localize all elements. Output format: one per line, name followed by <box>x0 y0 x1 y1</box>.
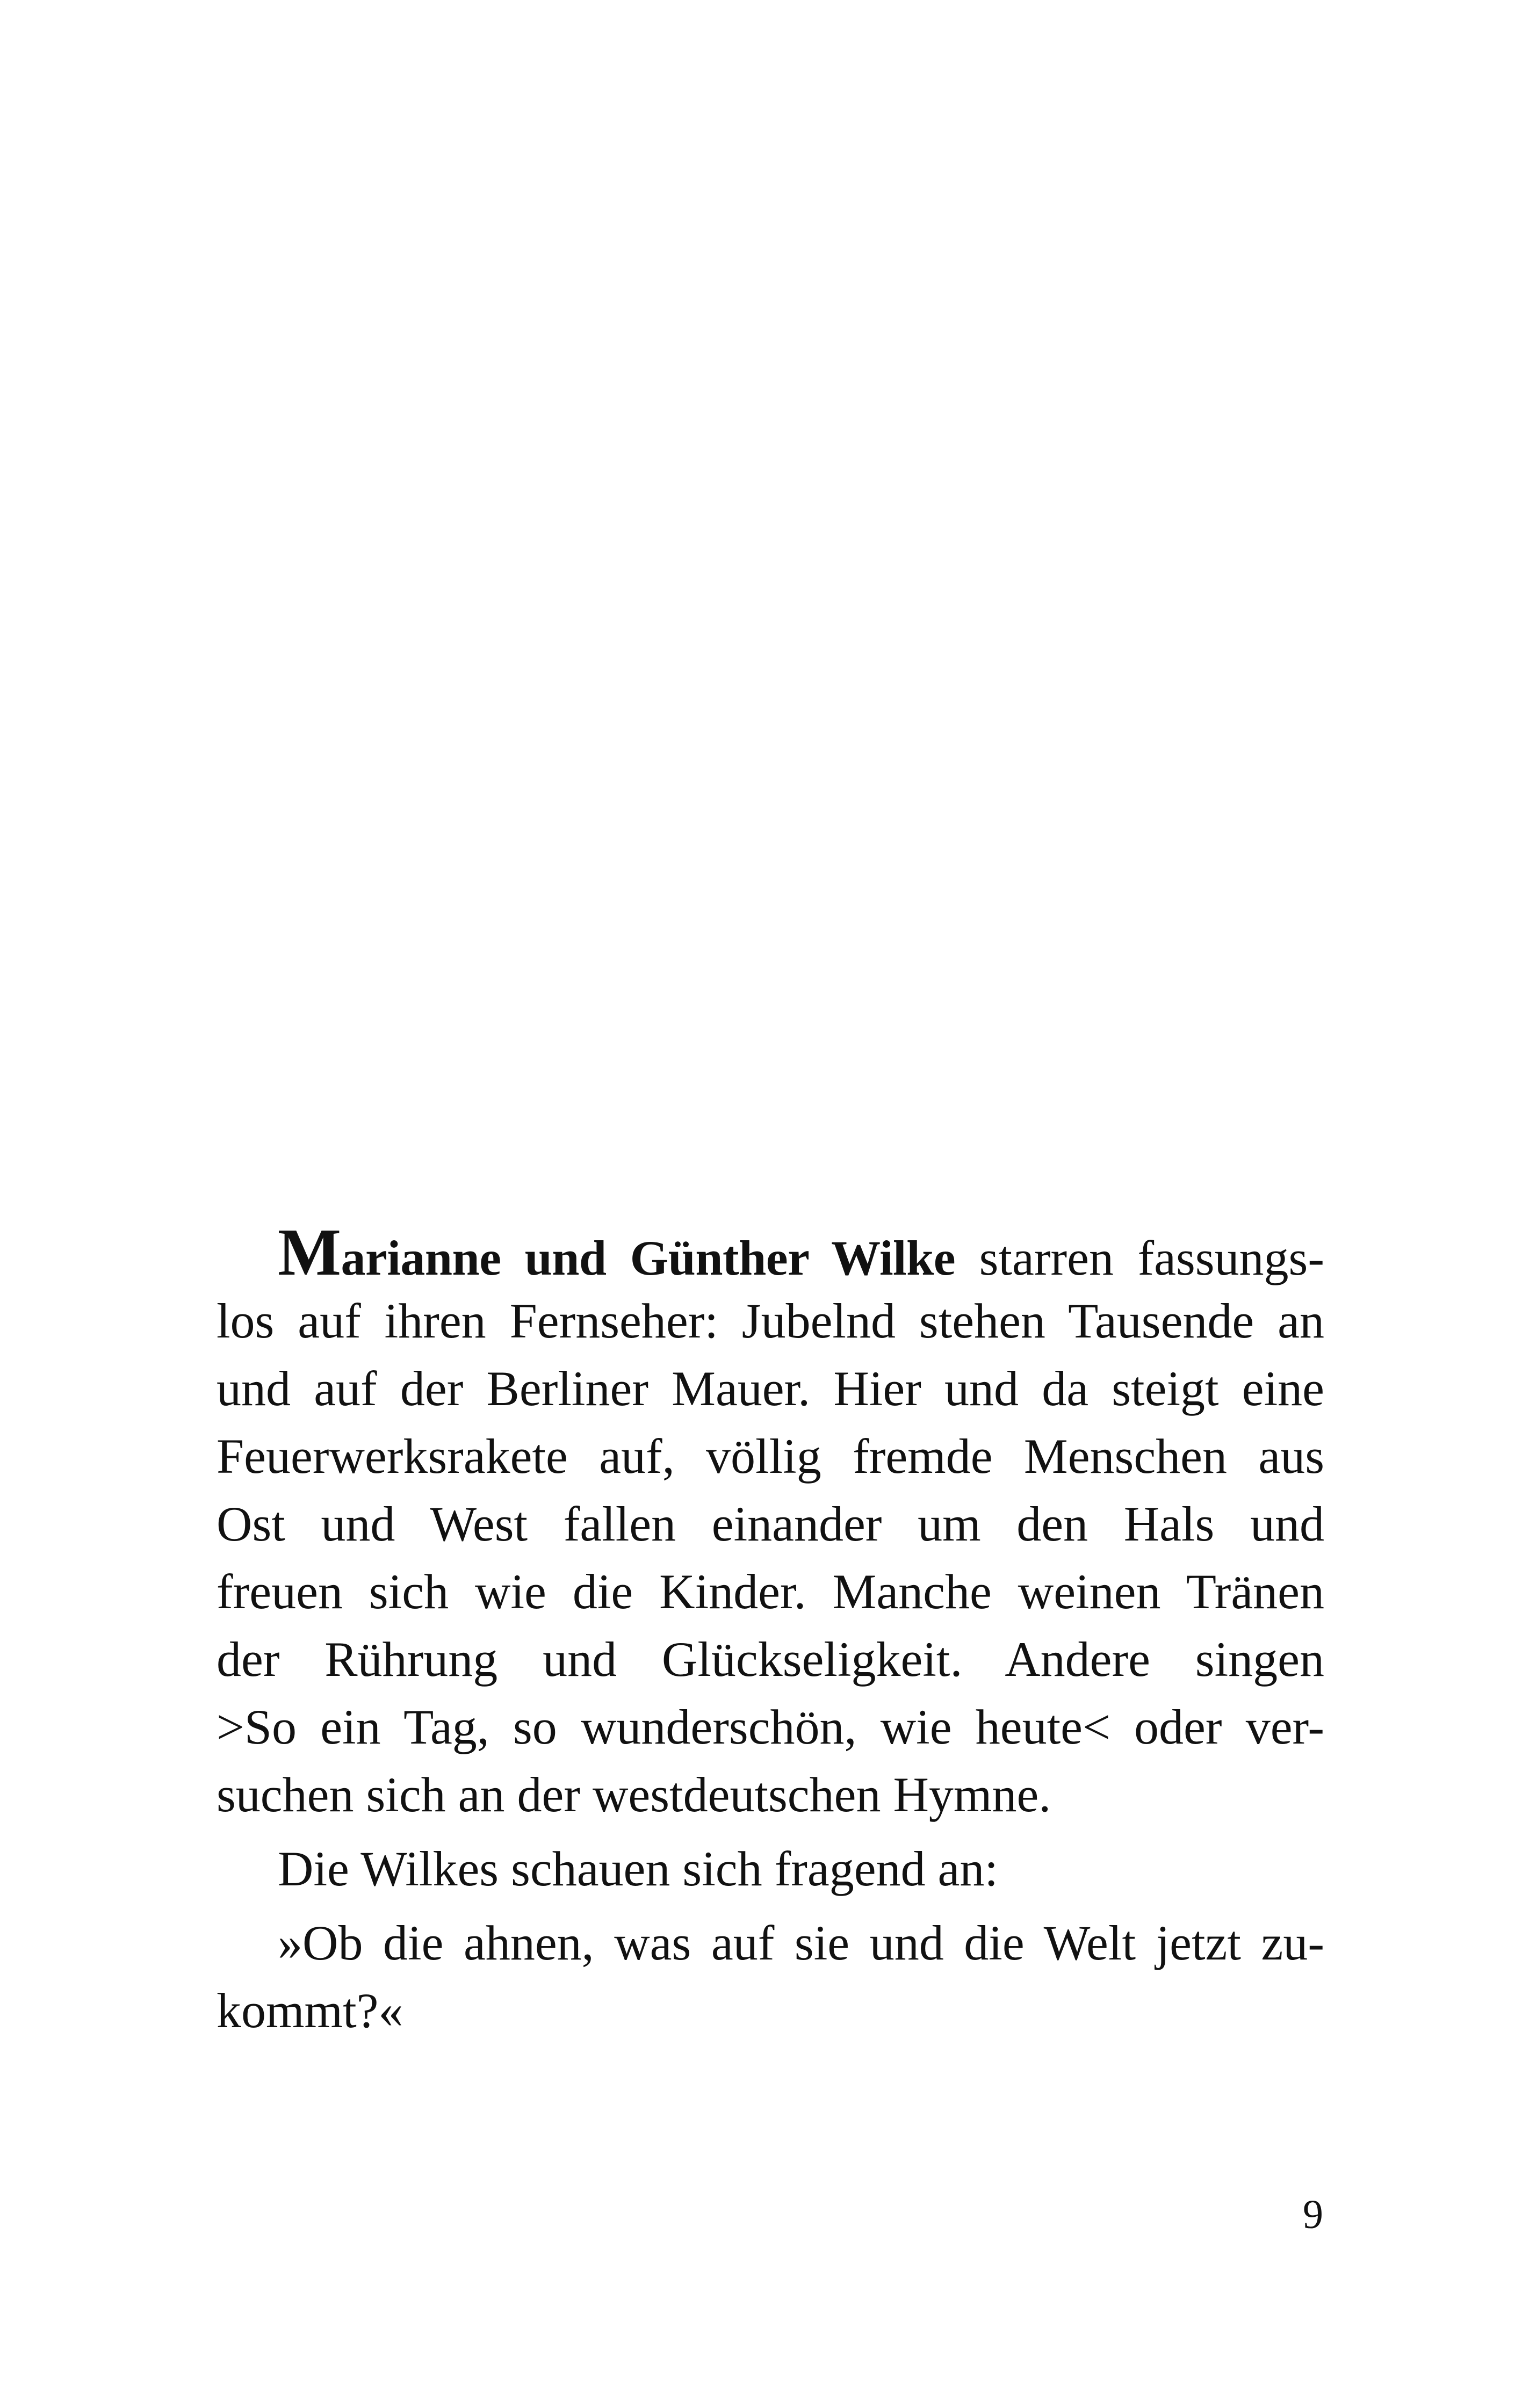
page-number: 9 <box>1303 2192 1323 2237</box>
paragraph-1-line-2: los auf ihren Fernseher: Jubelnd stehen Tausende an <box>217 1293 1324 1348</box>
paragraph-1-line-4: Feuerwerksrakete auf, völlig fremde Menschen aus <box>217 1429 1324 1484</box>
lead-initial: M <box>278 1216 341 1290</box>
paragraph-1-line-5: Ost und West fallen einander um den Hals und <box>217 1496 1324 1551</box>
paragraph-1-line-1-rest: starren fassungs- <box>955 1231 1324 1285</box>
paragraph-1-line-6: freuen sich wie die Kinder. Manche weinen Tränen <box>217 1564 1324 1619</box>
paragraph-1-line-9: suchen sich an der westdeutschen Hymne. <box>217 1767 1051 1822</box>
paragraph-1-line-8: >So ein Tag, so wunderschön, wie heute< oder ver- <box>217 1700 1324 1754</box>
lead-bold-text: arianne und Günther Wilke <box>341 1231 956 1285</box>
paragraph-3-line-1: »Ob die ahnen, was auf sie und die Welt jetzt zu- <box>278 1915 1324 1970</box>
body-text <box>217 1216 1324 2044</box>
paragraph-3-line-2: kommt?« <box>217 1983 403 2038</box>
paragraph-1-line-1 <box>217 1216 1324 1290</box>
paragraph-1-line-7: der Rührung und Glückseligkeit. Andere singen <box>217 1632 1324 1687</box>
paragraph-1-line-3: und auf der Berliner Mauer. Hier und da steigt eine <box>217 1361 1324 1416</box>
lead-names <box>278 1216 956 1290</box>
paragraph-2: Die Wilkes schauen sich fragend an: <box>278 1841 998 1896</box>
